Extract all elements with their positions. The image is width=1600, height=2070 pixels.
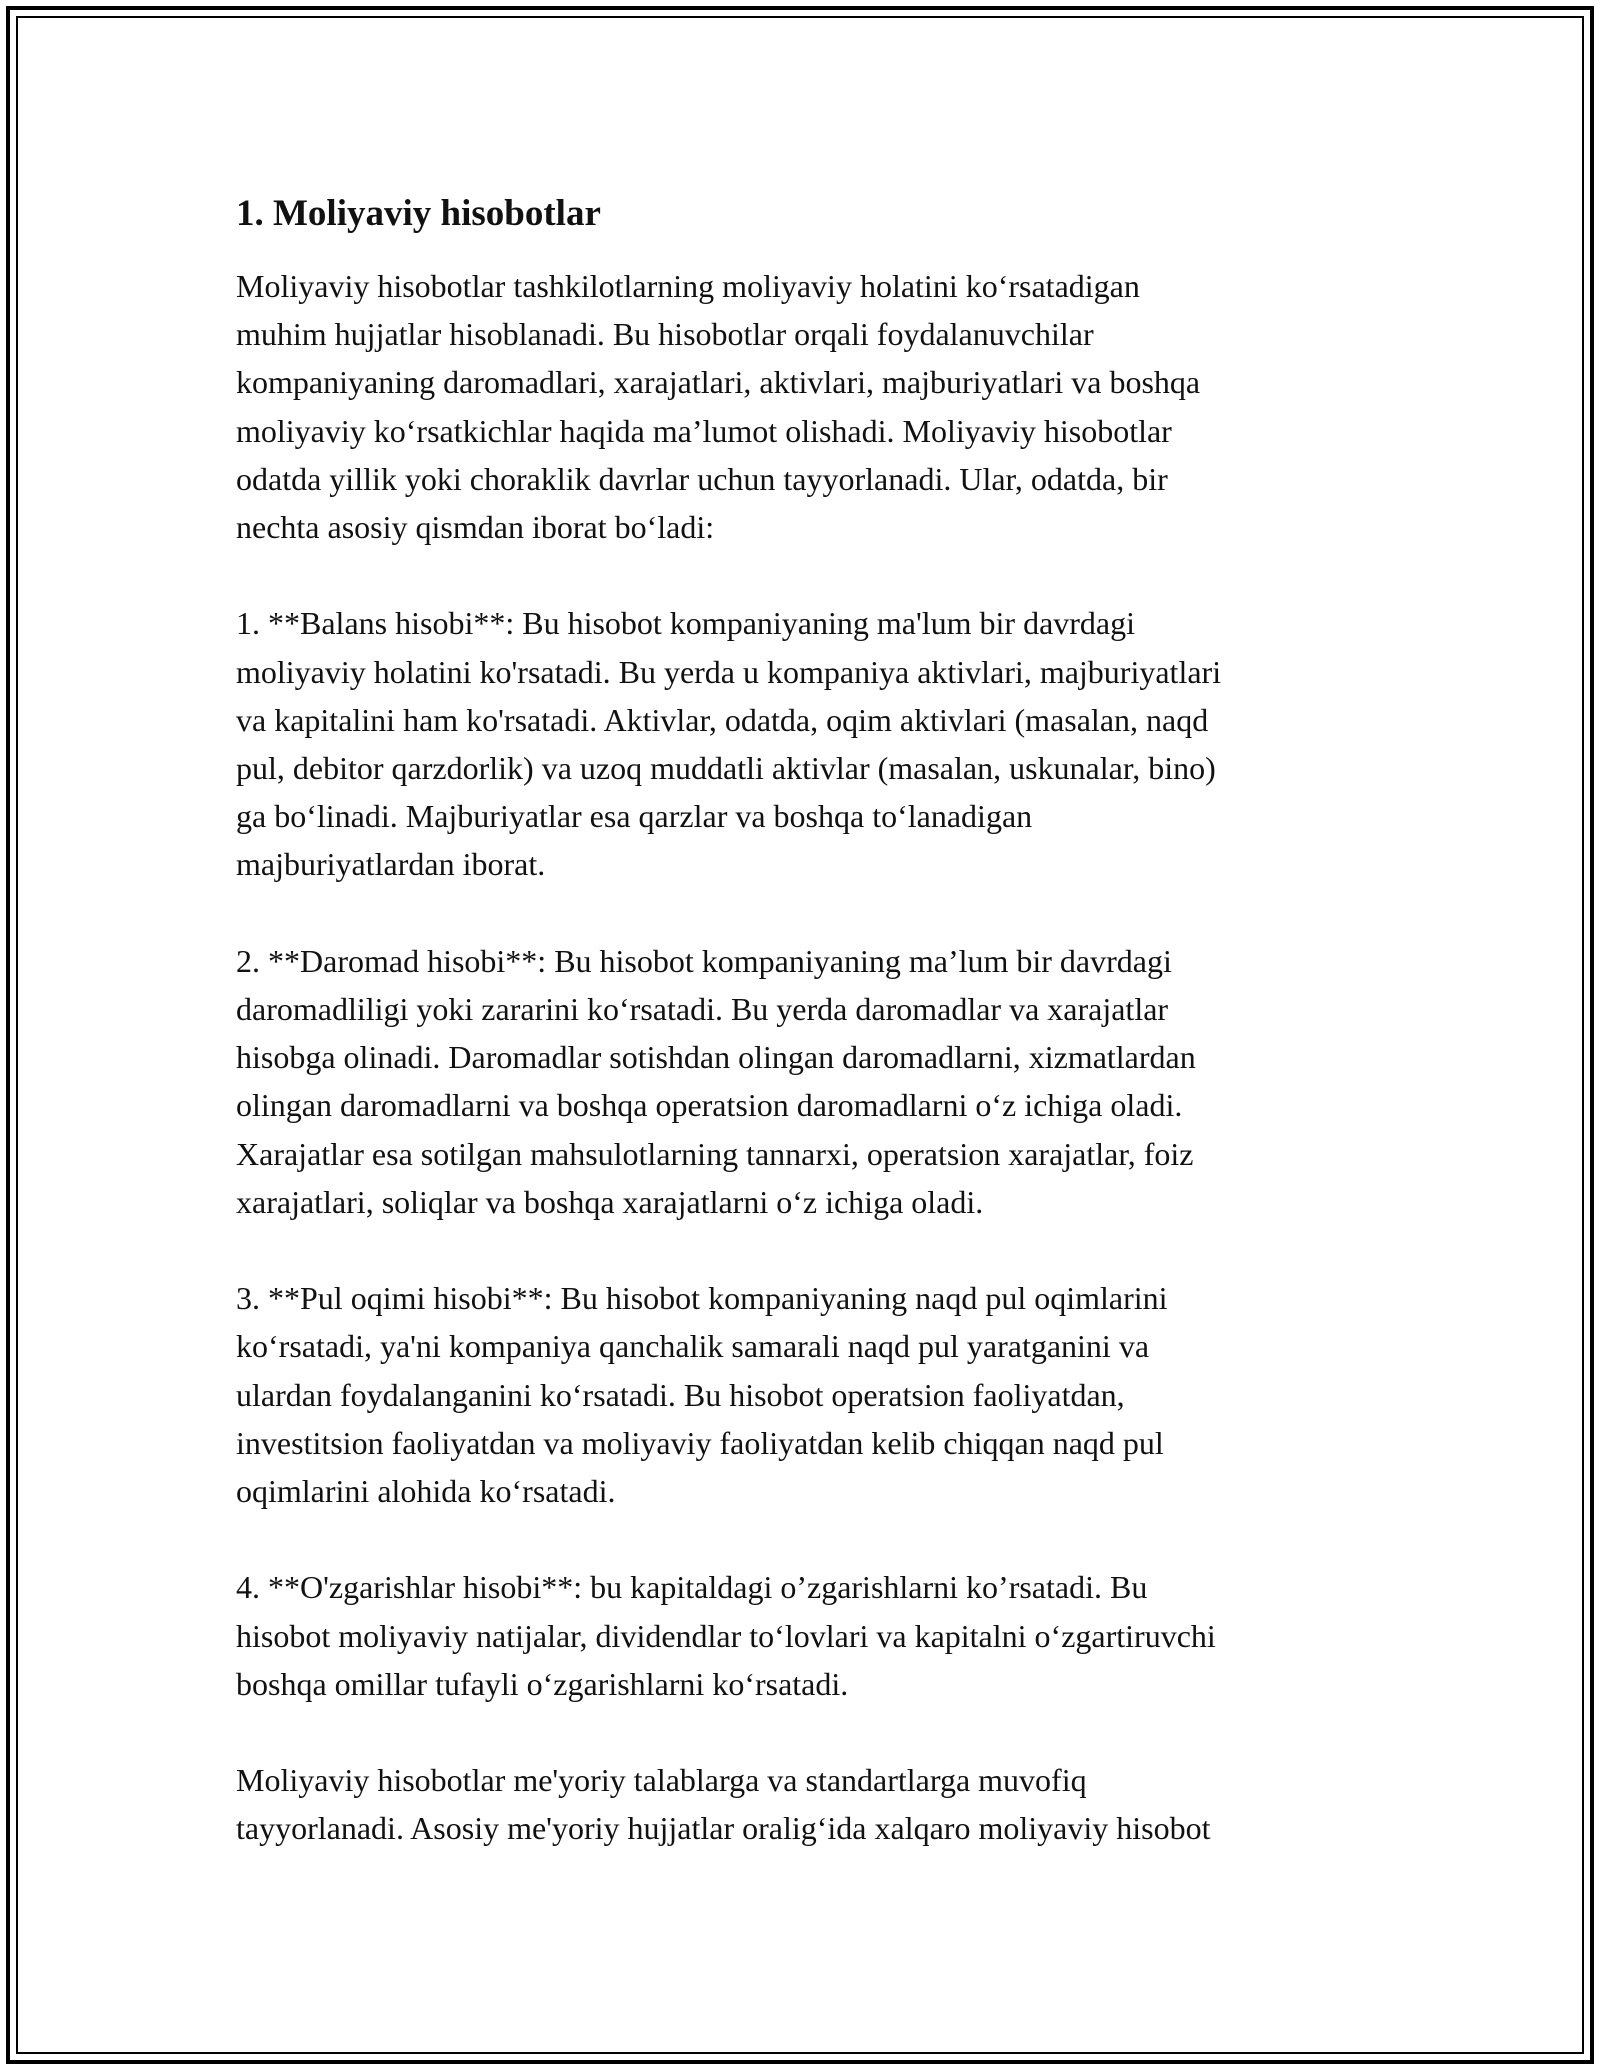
paragraph-changes-in-equity: 4. **O'zgarishlar hisobi**: bu kapitaldagi o’zgarishlarni ko’rsatadi. Bu hisobot moliyaviy natijalar, dividendlar to‘lovlari va kapitalni o‘zgartiruvchi boshqa omillar tufayli o‘zgarishlarni ko‘rsatadi.	[236, 1569, 1216, 1702]
section-heading: 1. Moliyaviy hisobotlar	[236, 193, 601, 234]
paragraph-intro: Moliyaviy hisobotlar tashkilotlarning moliyaviy holatini ko‘rsatadigan muhim hujjatlar hisoblanadi. Bu hisobotlar orqali foydalanuvchilar kompaniyaning daromadlari, xarajatlari, aktivlari, majburiyatlari va boshqa moliyaviy ko‘rsatkichlar haqida ma’lumot olishadi. Moliyaviy hisobotlar odatda yillik yoki choraklik davrlar uchun tayyorlanadi. Ular, odatda, bir nechta asosiy qismdan iborat bo‘ladi:	[236, 268, 1201, 546]
document-body	[236, 186, 1376, 1901]
paragraph-cash-flow: 3. **Pul oqimi hisobi**: Bu hisobot kompaniyaning naqd pul oqimlarini ko‘rsatadi, ya'ni kompaniya qanchalik samarali naqd pul yaratganini va ulardan foydalanganini ko‘rsatadi. Bu hisobot operatsion faoliyatdan, investitsion faoliyatdan va moliyaviy faoliyatdan kelib chiqqan naqd pul oqimlarini alohida ko‘rsatadi.	[236, 1280, 1168, 1510]
paragraph-balance-sheet: 1. **Balans hisobi**: Bu hisobot kompaniyaning ma'lum bir davrdagi moliyaviy holatini ko'rsatadi. Bu yerda u kompaniya aktivlari, majburiyatlari va kapitalini ham ko'rsatadi. Aktivlar, odatda, oqim aktivlari (masalan, naqd pul, debitor qarzdorlik) va uzoq muddatli aktivlar (masalan, uskunalar, bino) ga bo‘linadi. Majburiyatlar esa qarzlar va boshqa to‘lanadigan majburiyatlardan iborat.	[236, 605, 1222, 883]
paragraph-income-statement: 2. **Daromad hisobi**: Bu hisobot kompaniyaning ma’lum bir davrdagi daromadliligi yoki zararini ko‘rsatadi. Bu yerda daromadlar va xarajatlar hisobga olinadi. Daromadlar sotishdan olingan daromadlarni, xizmatlardan olingan daromadlarni va boshqa operatsion daromadlarni o‘z ichiga oladi. Xarajatlar esa sotilgan mahsulotlarning tannarxi, operatsion xarajatlar, foiz xarajatlari, soliqlar va boshqa xarajatlarni o‘z ichiga oladi.	[236, 942, 1196, 1220]
paragraph-standards: Moliyaviy hisobotlar me'yoriy talablarga va standartlarga muvofiq tayyorlanadi. Asosiy me'yoriy hujjatlar oralig‘ida xalqaro moliyaviy hisobot	[236, 1762, 1211, 1847]
